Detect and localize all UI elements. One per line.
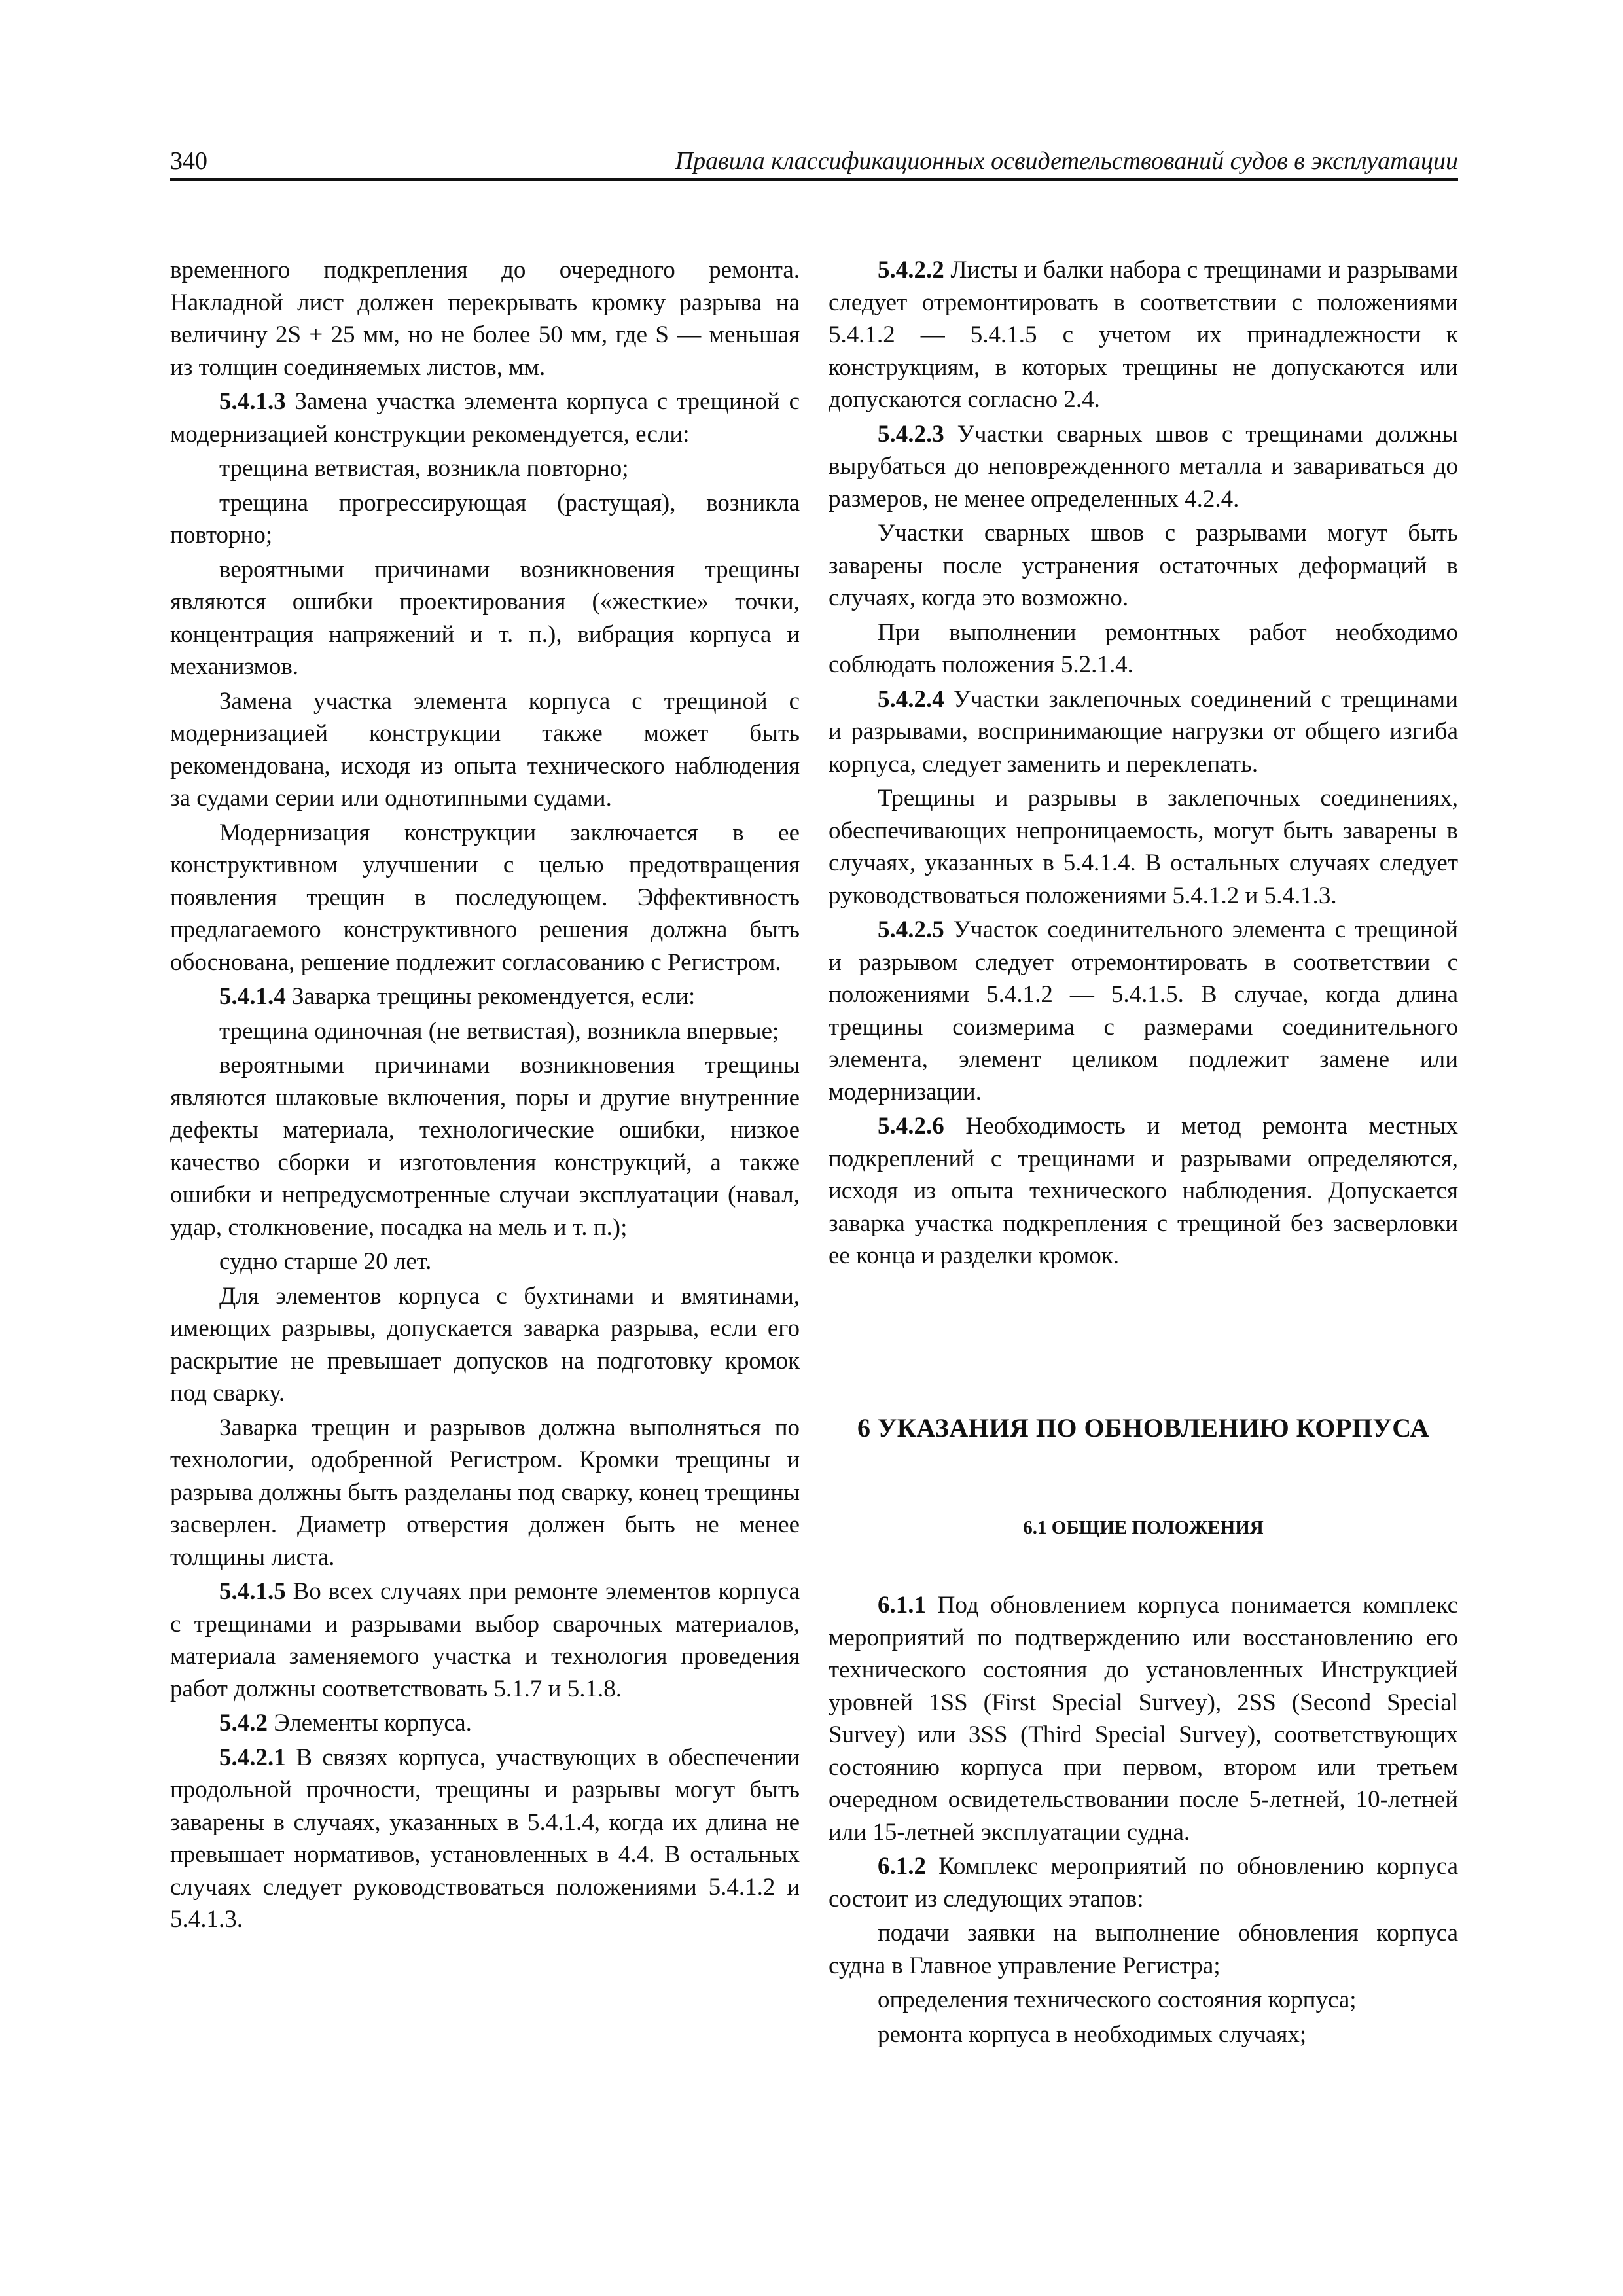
clause-number: 5.4.2.4 — [878, 685, 944, 713]
clause-number: 5.4.2.3 — [878, 420, 944, 448]
paragraph — [170, 1575, 800, 1705]
paragraph-text: определения технического состояния корпуса; — [878, 1986, 1357, 2013]
clause-number: 5.4.2.5 — [878, 916, 944, 943]
paragraph-text: Участки заклепочных соединений с трещинами и разрывами, воспринимающие нагрузки от общего изгиба корпуса, следует заменить и переклепать. — [829, 685, 1458, 778]
clause-number: 5.4.1.4 — [219, 983, 286, 1010]
paragraph-text: В связях корпуса, участвующих в обеспечении продольной прочности, трещины и разрывы могут быть заварены в случаях, указанных в 5.4.1.4, когда их длина не превышает нормативов, установленных в 4.4. В остальных случаях следует руководствоваться положениями 5.4.1.2 и 5.4.1.3. — [170, 1744, 800, 1933]
paragraph-text: Участок соединительного элемента с трещиной и разрывом следует отремонтировать в соответствии с положениями 5.4.1.2 — 5.4.1.5. В случае, когда длина трещины соизмерима с размерами соединительного элемента, элемент целиком подлежит замене или модернизации. — [829, 916, 1458, 1105]
paragraph-text: Участки сварных швов с трещинами должны вырубаться до неповрежденного металла и завариваться до размеров, не менее определенных 4.2.4. — [829, 420, 1458, 512]
clause-number: 5.4.2 — [219, 1710, 268, 1736]
paragraph-text: Заварка трещины рекомендуется, если: — [285, 983, 696, 1010]
paragraph-text: судно старше 20 лет. — [219, 1248, 432, 1275]
running-title: Правила классификационных освидетельствований судов в эксплуатации — [675, 147, 1458, 175]
paragraph — [829, 1917, 1458, 1982]
paragraph — [829, 683, 1458, 781]
paragraph-text: временного подкрепления до очередного ремонта. Накладной лист должен перекрывать кромку разрыва на величину 2S + 25 мм, но не более 50 мм, где S — меньшая из толщин соединяемых листов, мм. — [170, 257, 800, 381]
clause-number: 5.4.1.3 — [219, 388, 286, 415]
right-column — [829, 254, 1458, 1274]
clause-number: 6.1.2 — [878, 1853, 926, 1880]
paragraph-text: трещина прогрессирующая (растущая), возникла повторно; — [170, 489, 800, 548]
paragraph — [170, 1280, 800, 1410]
clause-number: 5.4.1.5 — [219, 1578, 286, 1605]
page-number: 340 — [170, 147, 207, 175]
paragraph-text: Необходимость и метод ремонта местных подкреплений с трещинами и разрывами определяются, исходя из опыта технического наблюдения. Допускается заварка участка подкрепления с трещиной без засверловки ее конца и разделки кромок. — [829, 1113, 1458, 1269]
clause-number: 5.4.2.2 — [878, 257, 944, 283]
paragraph — [829, 517, 1458, 615]
paragraph-text: вероятными причинами возникновения трещины являются ошибки проектирования («жесткие» точки, концентрация напряжений и т. п.), вибрация корпуса и механизмов. — [170, 556, 800, 680]
subsection-heading: 6.1 ОБЩИЕ ПОЛОЖЕНИЯ — [1023, 1517, 1264, 1538]
paragraph-text: Под обновлением корпуса понимается комплекс мероприятий по подтверждению или восстановлению его технического состояния до установленных Инструкцией уровней 1SS (First Special Survey), 2SS (Second Special Survey) или 3SS (Third Special Survey), соответствующих состоянию корпуса при первом, втором или третьем очередном освидетельствовании после 5-летней, 10-летней или 15-летней эксплуатации судна. — [829, 1592, 1458, 1846]
paragraph — [170, 554, 800, 683]
paragraph-text: Элементы корпуса. — [268, 1710, 472, 1736]
paragraph — [170, 1015, 800, 1048]
paragraph — [829, 914, 1458, 1108]
paragraph — [829, 617, 1458, 681]
paragraph-text: трещина одиночная (не ветвистая), возникла впервые; — [219, 1017, 779, 1045]
paragraph-text: Модернизация конструкции заключается в ее конструктивном улучшении с целью предотвращения появления трещин в последующем. Эффективность предлагаемого конструктивного решения должна быть обоснована, решение подлежит согласованию с Регистром. — [170, 819, 800, 976]
clause-number: 5.4.2.6 — [878, 1113, 944, 1139]
paragraph — [829, 1850, 1458, 1915]
paragraph — [170, 685, 800, 815]
paragraph — [170, 1246, 800, 1278]
paragraph — [170, 1049, 800, 1244]
paragraph-text: Листы и балки набора с трещинами и разрывами следует отремонтировать в соответствии с положениями 5.4.1.2 — 5.4.1.5 с учетом их принадлежности к конструкциям, в которых трещины не допускаются или допускаются согласно 2.4. — [829, 257, 1458, 413]
paragraph-text: Во всех случаях при ремонте элементов корпуса с трещинами и разрывами выбор сварочных материалов, материала заменяемого участка и технология проведения работ должны соответствовать 5.1.7 и 5.1.8. — [170, 1578, 800, 1702]
paragraph — [829, 1110, 1458, 1272]
paragraph — [170, 817, 800, 979]
paragraph-text: вероятными причинами возникновения трещины являются шлаковые включения, поры и другие внутренние дефекты материала, технологические ошибки, низкое качество сборки и изготовления конструкций, а также ошибки и непредусмотренные случаи эксплуатации (навал, удар, столкновение, посадка на мель и т. п.); — [170, 1052, 800, 1241]
paragraph — [170, 1412, 800, 1574]
section-heading: 6 УКАЗАНИЯ ПО ОБНОВЛЕНИЮ КОРПУСА — [857, 1413, 1430, 1443]
paragraph-text: Комплекс мероприятий по обновлению корпуса состоит из следующих этапов: — [829, 1853, 1458, 1912]
paragraph-text: Замена участка элемента корпуса с трещиной с модернизацией конструкции также может быть рекомендована, исходя из опыта технического наблюдения за судами серии или однотипными судами. — [170, 687, 800, 812]
page-header — [170, 143, 1458, 182]
paragraph — [829, 1589, 1458, 1848]
clause-number: 6.1.1 — [878, 1592, 926, 1619]
paragraph — [170, 452, 800, 485]
paragraph — [829, 254, 1458, 416]
paragraph-text: подачи заявки на выполнение обновления корпуса судна в Главное управление Регистра; — [829, 1920, 1458, 1979]
left-column — [170, 254, 800, 1938]
paragraph — [829, 418, 1458, 516]
paragraph — [170, 386, 800, 450]
paragraph-text: Участки сварных швов с разрывами могут быть заварены после устранения остаточных деформаций в случаях, когда это возможно. — [829, 520, 1458, 611]
paragraph — [170, 980, 800, 1013]
paragraph-text: При выполнении ремонтных работ необходимо соблюдать положения 5.2.1.4. — [829, 619, 1458, 678]
paragraph — [170, 487, 800, 552]
paragraph-text: трещина ветвистая, возникла повторно; — [219, 455, 629, 482]
paragraph-text: Заварка трещин и разрывов должна выполняться по технологии, одобренной Регистром. Кромки трещины и разрыва должны быть разделаны под сварку, конец трещины засверлен. Диаметр отверстия должен быть не менее толщины листа. — [170, 1414, 800, 1571]
paragraph-text: ремонта корпуса в необходимых случаях; — [878, 2020, 1307, 2048]
paragraph — [829, 1984, 1458, 2017]
header-divider — [170, 178, 1458, 181]
right-column-bottom — [829, 1589, 1458, 2053]
paragraph — [170, 1707, 800, 1740]
paragraph — [829, 782, 1458, 912]
paragraph — [170, 1742, 800, 1936]
paragraph-text: Для элементов корпуса с бухтинами и вмятинами, имеющих разрывы, допускается заварка разрыва, если его раскрытие не превышает допусков на подготовку кромок под сварку. — [170, 1282, 800, 1407]
paragraph — [170, 254, 800, 384]
paragraph — [829, 2018, 1458, 2051]
paragraph-text: Замена участка элемента корпуса с трещиной с модернизацией конструкции рекомендуется, если: — [170, 388, 800, 448]
paragraph-text: Трещины и разрывы в заклепочных соединениях, обеспечивающих непроницаемость, могут быть заварены в случаях, указанных в 5.4.1.4. В остальных случаях следует руководствоваться положениями 5.4.1.2 и 5.4.1.3. — [829, 785, 1458, 909]
clause-number: 5.4.2.1 — [219, 1744, 286, 1771]
